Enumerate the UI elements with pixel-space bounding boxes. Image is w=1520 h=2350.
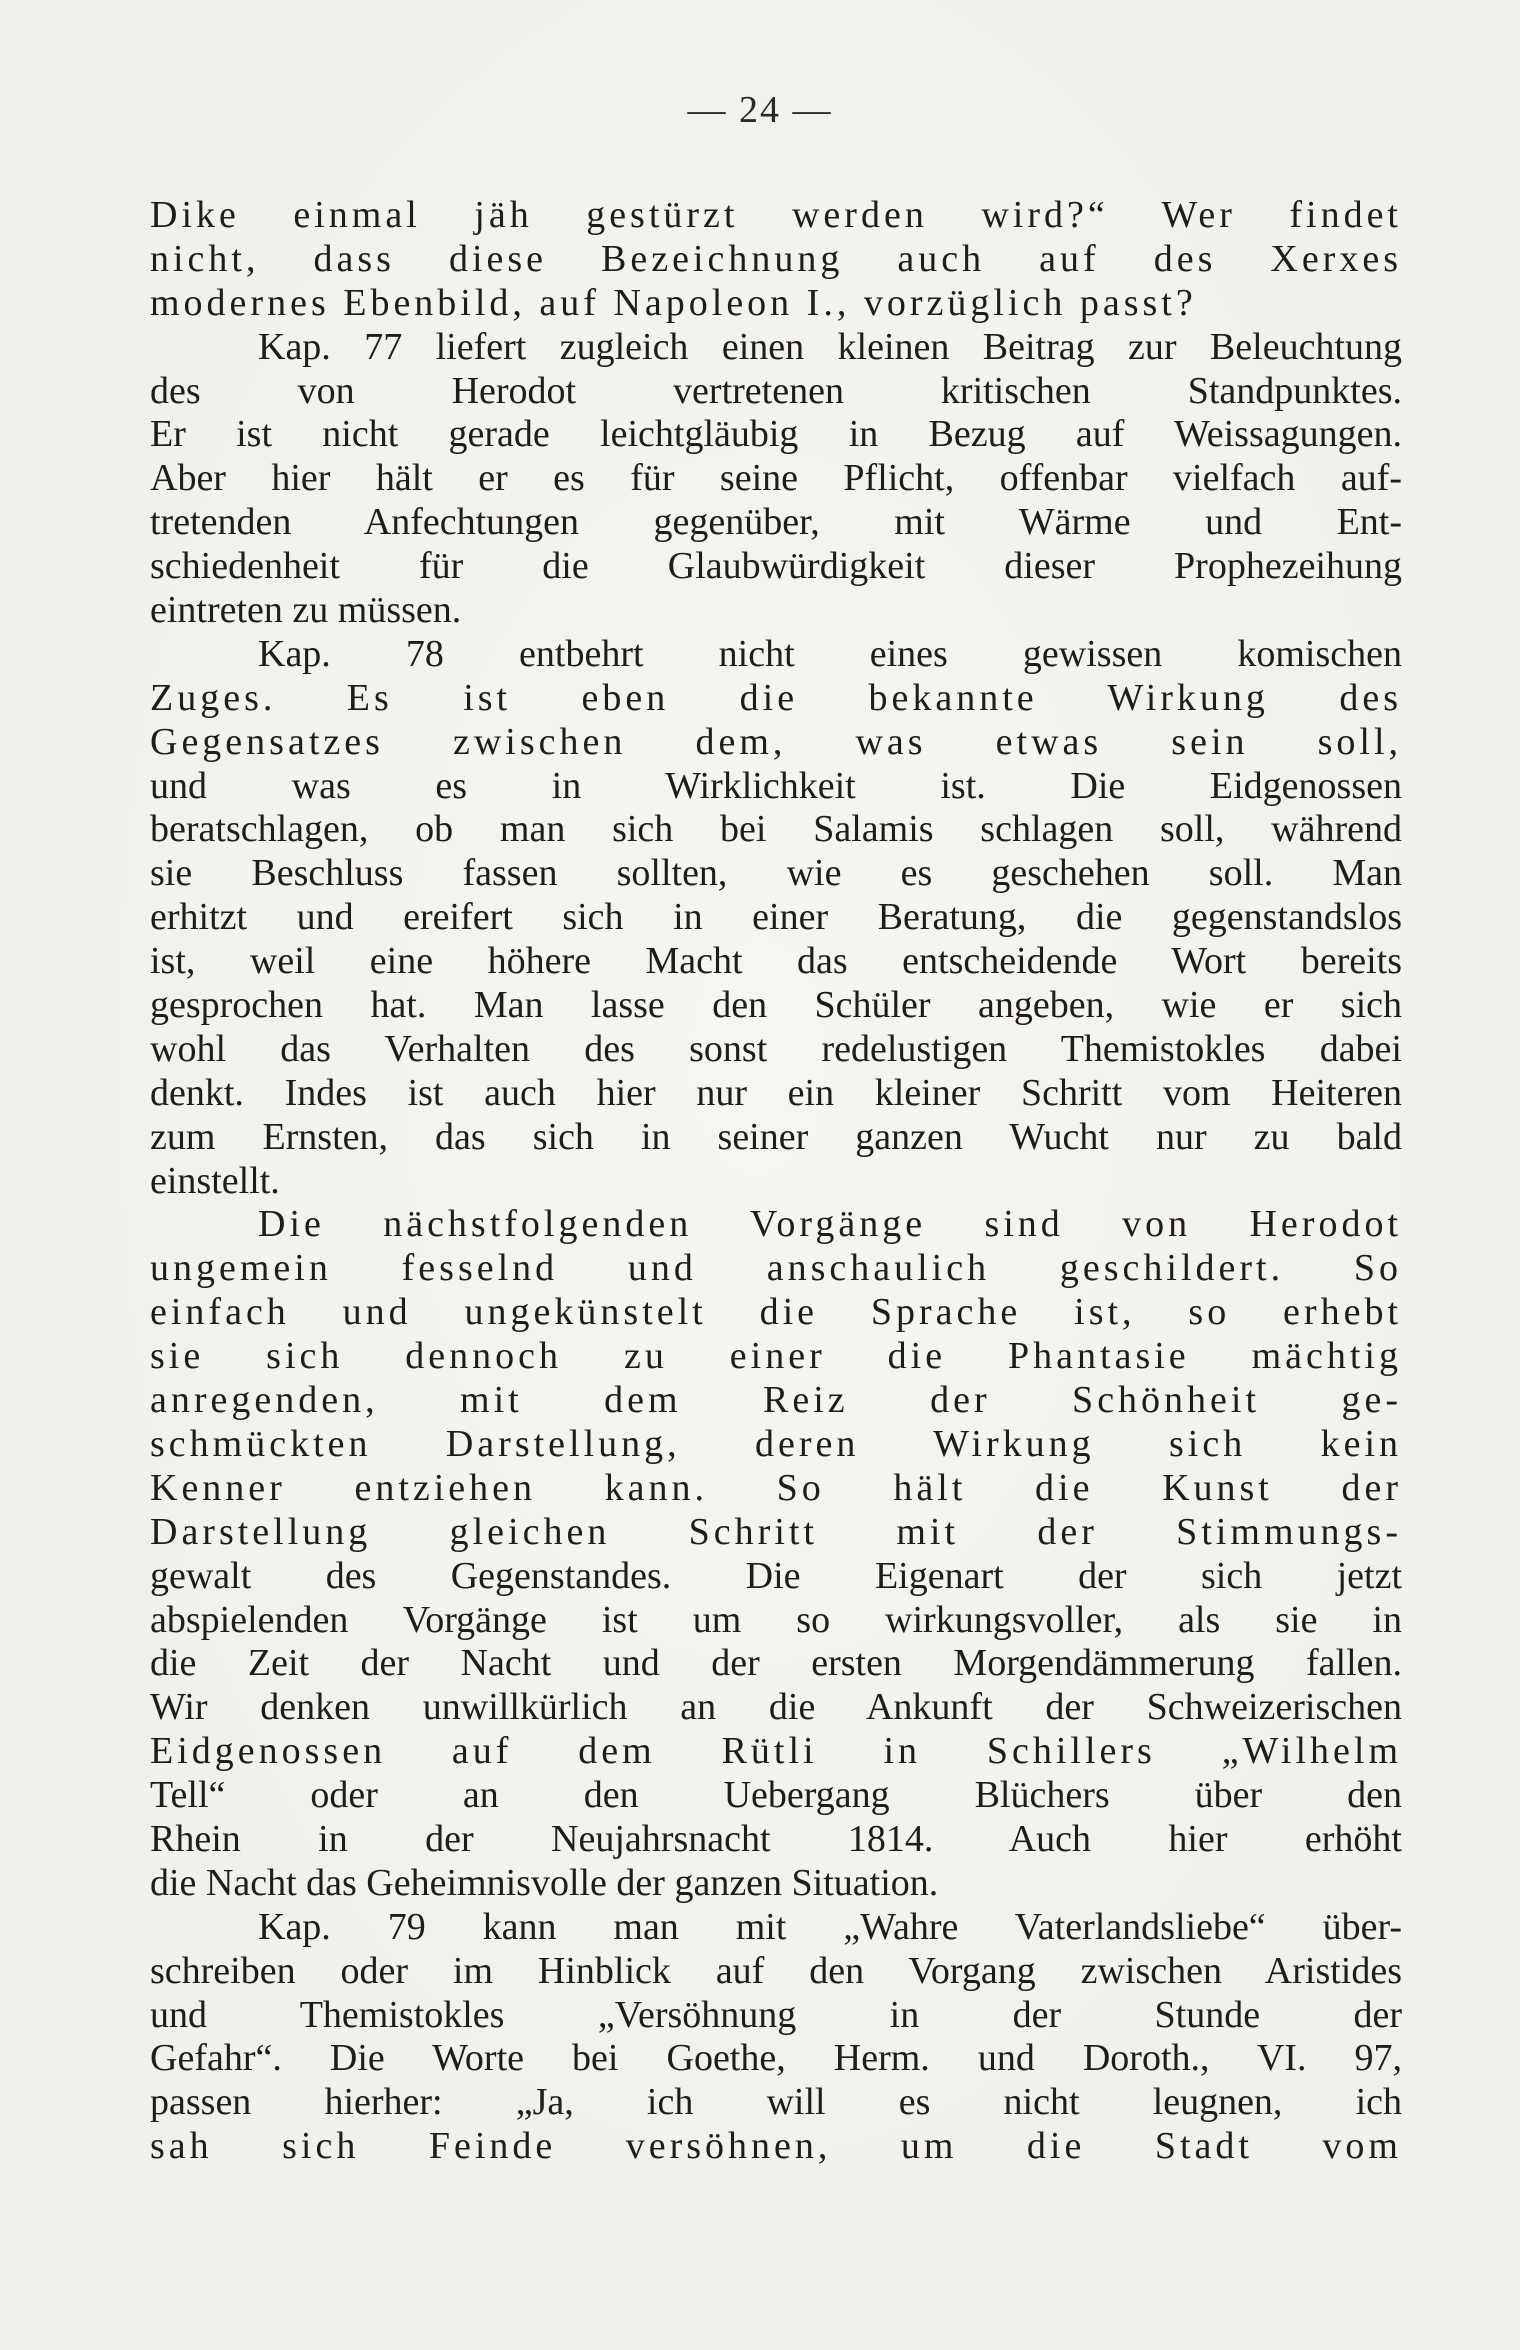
text-line: tretenden Anfechtungen gegenüber, mit Wärme und Ent- xyxy=(150,501,1402,544)
text-line: und Themistokles „Versöhnung in der Stunde der xyxy=(150,1993,1402,2036)
text-line: beratschlagen, ob man sich bei Salamis schlagen soll, während xyxy=(150,808,1402,851)
text-line: erhitzt und ereifert sich in einer Beratung, die gegenstandslos xyxy=(150,896,1402,939)
text-line: zum Ernsten, das sich in seiner ganzen Wucht nur zu bald xyxy=(150,1115,1402,1158)
text-line: eintreten zu müssen. xyxy=(150,589,462,632)
text-line: nicht, dass diese Bezeichnung auch auf des Xerxes xyxy=(150,237,1402,280)
text-line: modernes Ebenbild, auf Napoleon I., vorzüglich passt? xyxy=(150,281,1197,324)
text-line: schiedenheit für die Glaubwürdigkeit dieser Prophezeihung xyxy=(150,545,1402,588)
text-line: sie Beschluss fassen sollten, wie es geschehen soll. Man xyxy=(150,852,1402,895)
text-line: Kenner entziehen kann. So hält die Kunst der xyxy=(150,1466,1402,1509)
text-line: Darstellung gleichen Schritt mit der Stimmungs- xyxy=(150,1510,1402,1553)
body-text xyxy=(150,194,1402,2169)
text-line: ungemein fesselnd und anschaulich geschildert. So xyxy=(150,1247,1402,1290)
text-line: wohl das Verhalten des sonst redelustigen Themistokles dabei xyxy=(150,1027,1402,1070)
text-line: denkt. Indes ist auch hier nur ein kleiner Schritt vom Heiteren xyxy=(150,1071,1402,1114)
text-line: Dike einmal jäh gestürzt werden wird?“ Wer findet xyxy=(150,194,1402,236)
text-line: Wir denken unwillkürlich an die Ankunft der Schweizerischen xyxy=(150,1686,1402,1729)
text-line: Er ist nicht gerade leichtgläubig in Bezug auf Weissagungen. xyxy=(150,413,1402,456)
text-line: sah sich Feinde versöhnen, um die Stadt vom xyxy=(150,2125,1402,2168)
page-number: — 24 — xyxy=(687,89,833,131)
text-line: Zuges. Es ist eben die bekannte Wirkung des xyxy=(150,676,1402,719)
text-line: schreiben oder im Hinblick auf den Vorgang zwischen Aristides xyxy=(150,1949,1402,1992)
text-line: anregenden, mit dem Reiz der Schönheit ge- xyxy=(150,1379,1402,1422)
text-line: und was es in Wirklichkeit ist. Die Eidgenossen xyxy=(150,764,1402,807)
text-line: Die nächstfolgenden Vorgänge sind von Herodot xyxy=(258,1203,1402,1246)
text-line: schmückten Darstellung, deren Wirkung sich kein xyxy=(150,1422,1402,1465)
text-line: gewalt des Gegenstandes. Die Eigenart der sich jetzt xyxy=(150,1554,1402,1597)
text-line: Rhein in der Neujahrsnacht 1814. Auch hier erhöht xyxy=(150,1817,1402,1860)
text-line: Kap. 79 kann man mit „Wahre Vaterlandsliebe“ über- xyxy=(258,1905,1402,1948)
text-line: Gegensatzes zwischen dem, was etwas sein soll, xyxy=(150,720,1402,763)
text-line: gesprochen hat. Man lasse den Schüler angeben, wie er sich xyxy=(150,984,1402,1027)
text-line: einstellt. xyxy=(150,1159,280,1202)
text-line: Eidgenossen auf dem Rütli in Schillers „Wilhelm xyxy=(150,1730,1402,1773)
text-line: Kap. 77 liefert zugleich einen kleinen Beitrag zur Beleuchtung xyxy=(258,325,1402,368)
text-line: einfach und ungekünstelt die Sprache ist, so erhebt xyxy=(150,1291,1402,1334)
text-line: Gefahr“. Die Worte bei Goethe, Herm. und Doroth., VI. 97, xyxy=(150,2037,1402,2080)
text-line: Aber hier hält er es für seine Pflicht, offenbar vielfach auf- xyxy=(150,457,1402,500)
text-line: die Zeit der Nacht und der ersten Morgendämmerung fallen. xyxy=(150,1642,1402,1685)
text-line: sie sich dennoch zu einer die Phantasie mächtig xyxy=(150,1335,1402,1378)
text-line: Kap. 78 entbehrt nicht eines gewissen komischen xyxy=(258,632,1402,675)
text-line: die Nacht das Geheimnisvolle der ganzen Situation. xyxy=(150,1861,939,1904)
text-line: ist, weil eine höhere Macht das entscheidende Wort bereits xyxy=(150,940,1402,983)
text-line: abspielenden Vorgänge ist um so wirkungsvoller, als sie in xyxy=(150,1598,1402,1641)
text-line: Tell“ oder an den Uebergang Blüchers über den xyxy=(150,1774,1402,1817)
text-line: des von Herodot vertretenen kritischen Standpunktes. xyxy=(150,369,1402,412)
text-line: passen hierher: „Ja, ich will es nicht leugnen, ich xyxy=(150,2081,1402,2124)
